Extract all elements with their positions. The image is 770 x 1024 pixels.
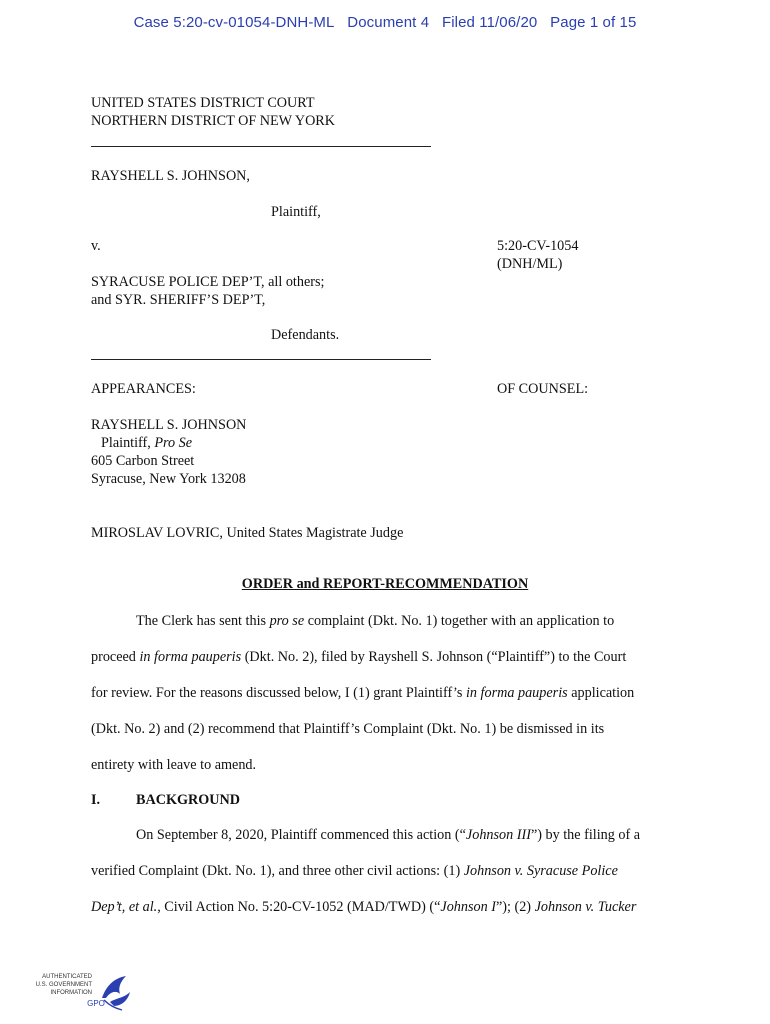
judge-name: MIROSLAV LOVRIC, United States Magistrate Judge xyxy=(91,525,404,541)
judge-initials: (DNH/ML) xyxy=(497,256,563,272)
page-indicator: Page 1 of 15 xyxy=(550,14,637,31)
court-name: UNITED STATES DISTRICT COURT xyxy=(91,95,315,111)
plaintiff-role: Plaintiff, xyxy=(271,204,321,220)
paragraph-2-line-1: On September 8, 2020, Plaintiff commenced this action (“Johnson III”) by the filing of a xyxy=(136,827,641,843)
defendant-line-1: SYRACUSE POLICE DEP’T, all others; xyxy=(91,274,325,290)
section-title: BACKGROUND xyxy=(136,792,241,808)
address-city: Syracuse, New York 13208 xyxy=(91,471,246,487)
defendant-role: Defendants. xyxy=(271,327,340,343)
document-number: Document 4 xyxy=(347,14,430,31)
logo-line-2: U.S. GOVERNMENT xyxy=(35,982,92,988)
case-number: Case 5:20-cv-01054-DNH-ML xyxy=(133,14,335,31)
paragraph-1-line-5: entirety with leave to amend. xyxy=(91,757,257,773)
of-counsel-heading: OF COUNSEL: xyxy=(497,381,589,397)
order-title: ORDER and REPORT-RECOMMENDATION xyxy=(241,576,529,592)
paragraph-1-line-1: The Clerk has sent this pro se complaint (Dkt. No. 1) together with an application to xyxy=(136,613,615,629)
appearances-heading: APPEARANCES: xyxy=(91,381,196,397)
caption-rule-bottom xyxy=(91,359,431,360)
versus: v. xyxy=(91,238,101,254)
logo-line-1: AUTHENTICATED xyxy=(42,974,92,980)
paragraph-2-line-2: verified Complaint (Dkt. No. 1), and three other civil actions: (1) Johnson v. Syracuse Police xyxy=(91,863,618,879)
paragraph-1-line-3: for review. For the reasons discussed below, I (1) grant Plaintiff’s in forma pauperis application xyxy=(91,685,635,701)
filed-date: Filed 11/06/20 xyxy=(441,14,538,31)
paragraph-1-line-4: (Dkt. No. 2) and (2) recommend that Plaintiff’s Complaint (Dkt. No. 1) be dismissed in its xyxy=(91,721,605,737)
plaintiff-name: RAYSHELL S. JOHNSON, xyxy=(91,168,250,184)
appearance-role: Plaintiff, Pro Se xyxy=(101,435,193,451)
logo-mark: GPO xyxy=(87,999,105,1008)
case-number-caption: 5:20-CV-1054 xyxy=(497,238,579,254)
gpo-eagle-icon xyxy=(35,968,136,1014)
paragraph-2-line-3: Dep’t, et al., Civil Action No. 5:20-CV-1052 (MAD/TWD) (“Johnson I”); (2) Johnson v. Tucker xyxy=(91,899,637,915)
logo-line-3: INFORMATION xyxy=(50,990,92,996)
defendant-line-2: and SYR. SHERIFF’S DEP’T, xyxy=(91,292,266,308)
section-number: I. xyxy=(91,792,101,808)
address-street: 605 Carbon Street xyxy=(91,453,195,469)
gpo-authentication-logo xyxy=(35,968,136,1014)
appearance-name: RAYSHELL S. JOHNSON xyxy=(91,417,247,433)
caption-rule-top xyxy=(91,146,431,147)
paragraph-1-line-2: proceed in forma pauperis (Dkt. No. 2), filed by Rayshell S. Johnson (“Plaintiff”) to the Court xyxy=(91,649,627,665)
court-district: NORTHERN DISTRICT OF NEW YORK xyxy=(91,113,336,129)
case-header xyxy=(0,14,770,31)
